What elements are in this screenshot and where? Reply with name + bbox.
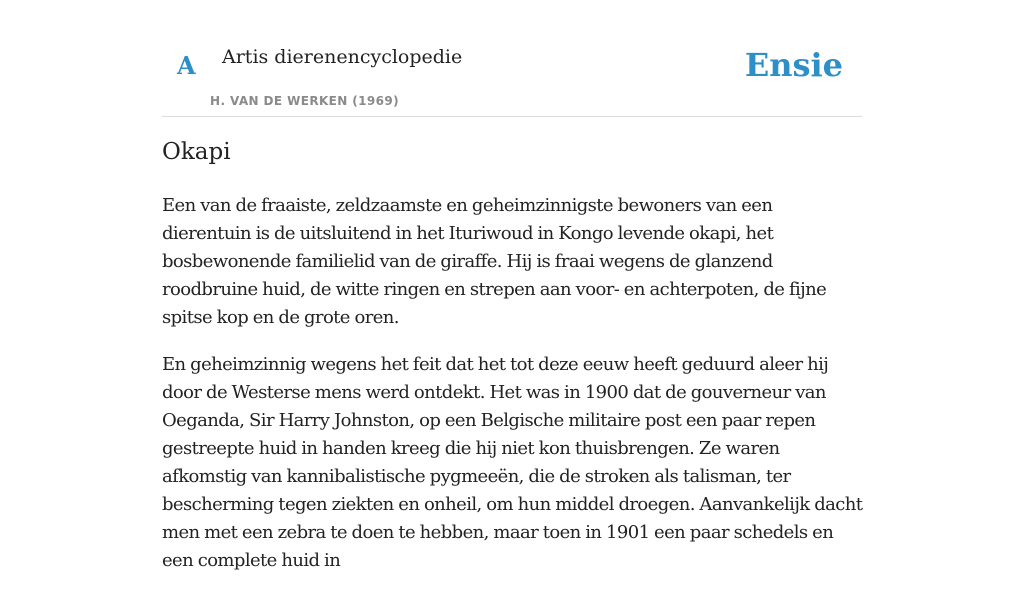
brand-logo[interactable]: Ensie xyxy=(744,46,843,84)
book-author: H. VAN DE WERKEN (1969) xyxy=(210,94,400,108)
article-paragraph: Een van de fraaiste, zeldzaamste en geheimzinnigste bewoners van een dierentuin is de uitsluitend in het Ituriwoud in Kongo levende okapi, het bosbewonende familielid van de giraffe. Hij is fraai wegens de glanzend roodbruine huid, de witte ringen en strepen aan voor- en achterpoten, de fijne spitse kop en de grote oren. xyxy=(162,195,827,328)
article-paragraph: En geheimzinnig wegens het feit dat het tot deze eeuw heeft geduurd aleer hij door de Westerse mens werd ontdekt. Het was in 1900 dat de gouverneur van Oeganda, Sir Harry Johnston, op een Belgische militaire post een paar repen gestreepte huid in handen kreeg die hij niet kon thuisbrengen. Ze waren afkomstig van kannibalistische pygmeeën, die de stroken als talisman, ter bescherming tegen ziekten en onheil, om hun middel droegen. Aanvankelijk dacht men met een zebra te doen te hebben, maar toen in 1901 een paar schedels en een complete huid in xyxy=(162,354,863,571)
index-letter[interactable]: A xyxy=(177,51,196,80)
article-body xyxy=(162,192,864,594)
article-title: Okapi xyxy=(162,139,231,165)
header xyxy=(162,0,862,117)
book-title[interactable]: Artis dierenencyclopedie xyxy=(222,46,463,68)
